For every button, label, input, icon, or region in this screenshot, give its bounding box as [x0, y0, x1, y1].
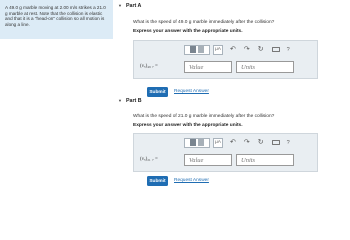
units-mu-icon[interactable]: μA — [213, 138, 223, 148]
part-a-answer-box — [133, 40, 318, 79]
part-a-question: What is the speed of 49.0 g marble immediately after the collision? — [133, 20, 275, 25]
templates-icon[interactable] — [184, 45, 210, 55]
reset-icon[interactable]: ↻ — [257, 45, 264, 53]
part-b-toolbar — [184, 137, 290, 148]
reset-icon[interactable]: ↻ — [257, 138, 264, 146]
part-b-header[interactable] — [118, 98, 142, 104]
part-a-variable-label: (vₓ)₄₉ ₇ = — [140, 64, 158, 69]
redo-icon[interactable]: ↷ — [243, 138, 250, 146]
part-a-title: Part A — [125, 3, 142, 9]
part-a-toolbar — [184, 44, 290, 55]
part-b-question: What is the speed of 21.0 g marble immediately after the collision? — [133, 114, 275, 119]
part-b-answer-box — [133, 133, 318, 172]
part-b-submit-button[interactable]: Submit — [147, 176, 168, 186]
part-b-instruction: Express your answer with the appropriate units. — [133, 123, 243, 128]
part-a-request-answer-link[interactable]: Request Answer — [174, 89, 209, 94]
problem-statement — [0, 0, 113, 39]
part-b-units-input[interactable]: Units — [236, 154, 294, 166]
collapse-caret-icon[interactable]: ▼ — [118, 98, 122, 103]
part-b-request-answer-link[interactable]: Request Answer — [174, 178, 209, 183]
undo-icon[interactable]: ↶ — [230, 138, 236, 146]
keyboard-icon[interactable] — [272, 140, 280, 145]
templates-icon[interactable] — [184, 138, 210, 148]
part-a-header[interactable] — [118, 3, 141, 9]
part-a-submit-button[interactable]: Submit — [147, 87, 168, 97]
redo-icon[interactable]: ↷ — [243, 45, 250, 53]
part-b-value-input[interactable]: Value — [184, 154, 232, 166]
part-a-units-input[interactable]: Units — [236, 61, 294, 73]
part-b-title: Part B — [125, 98, 142, 104]
collapse-caret-icon[interactable]: ▼ — [118, 3, 122, 8]
keyboard-icon[interactable] — [272, 47, 280, 52]
problem-text: A 49.0 g marble moving at 2.00 m/s strikes a 21.0 g marble at rest. Note that the collision is elastic and that it is a "head-on" collision so all motion is along a line. — [5, 5, 106, 27]
help-icon[interactable]: ? — [286, 46, 290, 53]
part-a-value-input[interactable]: Value — [184, 61, 232, 73]
units-mu-icon[interactable]: μA — [213, 45, 223, 55]
undo-icon[interactable]: ↶ — [230, 45, 236, 53]
help-icon[interactable]: ? — [286, 139, 290, 146]
part-a-instruction: Express your answer with the appropriate units. — [133, 29, 243, 34]
part-b-variable-label: (vₓ)₂₁ ₇ = — [140, 157, 158, 162]
